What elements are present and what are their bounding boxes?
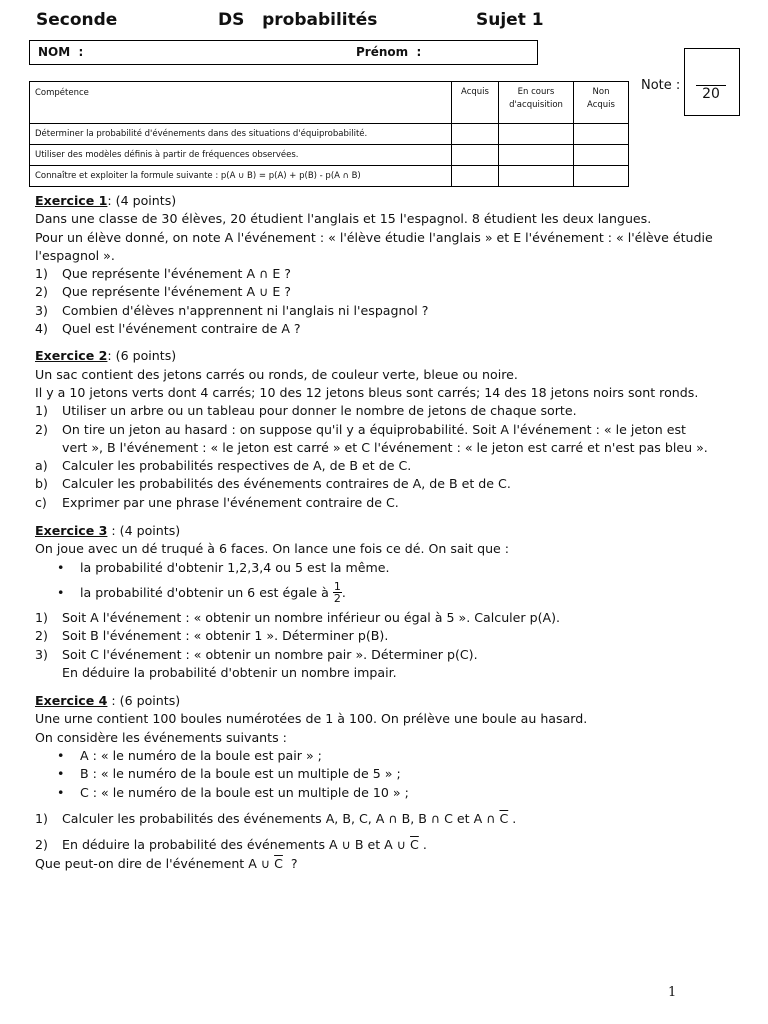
exercise-2-title: Exercice 2: (6 points)	[35, 348, 177, 364]
question: 1) Calculer les probabilités des événements A, B, C, A ∩ B, B ∩ C et A ∩ $\overline{C}$ .	[35, 810, 517, 826]
competence-row	[30, 166, 629, 187]
exam-title: DS probabilités	[218, 10, 378, 30]
acquis-cell	[452, 166, 499, 187]
competence-header: Compétence	[30, 82, 452, 124]
non-acquis-cell	[574, 145, 629, 166]
exercise-1	[35, 192, 715, 338]
competence-table	[29, 81, 629, 187]
list-item: • C : « le numéro de la boule est un multiple de 10 » ;	[57, 784, 409, 800]
competence-row	[30, 124, 629, 145]
exercise-4	[35, 692, 715, 873]
competence-header-row	[30, 82, 629, 124]
competence-row	[30, 145, 629, 166]
question: 2) On tire un jeton au hasard : on suppose qu'il y a équiprobabilité. Soit A l'événement : « le jeton est vert », B l'événement : « le jeton est carré » et C l'événement : « le jeton est carré et n'est pas bleu ».	[35, 421, 708, 455]
question: b) Calculer les probabilités des événements contraires de A, de B et de C.	[35, 476, 511, 492]
exercise-1-title: Exercice 1: (4 points)	[35, 193, 177, 208]
acquis-cell	[452, 124, 499, 145]
competence-text: Utiliser des modèles définis à partir de fréquences observées.	[30, 145, 452, 166]
exercise-3	[35, 522, 715, 682]
question: 4) Quel est l'événement contraire de A ?	[35, 321, 301, 337]
acquis-header: Acquis	[452, 82, 499, 124]
exercises	[35, 192, 715, 873]
exercise-1-intro: Pour un élève donné, on note A l'événement : « l'élève étudie l'anglais » et E l'événement : « l'élève étudie l'espagnol ».	[35, 229, 713, 263]
exercise-2-intro: Un sac contient des jetons carrés ou ronds, de couleur verte, bleue ou noire.	[35, 366, 518, 382]
class-level: Seconde	[36, 10, 118, 30]
exercise-4-intro: On considère les événements suivants :	[35, 729, 287, 745]
student-identity-box	[29, 40, 538, 65]
list-item: • la probabilité d'obtenir 1,2,3,4 ou 5 est la même.	[57, 559, 390, 575]
en-cours-cell	[499, 166, 574, 187]
page-number: 1	[668, 985, 677, 1000]
en-cours-header: En cours d'acquisition	[499, 82, 574, 124]
question: 2) Soit B l'événement : « obtenir 1 ». Déterminer p(B).	[35, 628, 389, 644]
exam-header	[36, 10, 556, 36]
non-acquis-cell	[574, 166, 629, 187]
competence-text: Connaître et exploiter la formule suivante : p(A ∪ B) = p(A) + p(B) - p(A ∩ B)	[30, 166, 452, 187]
list-item: • la probabilité d'obtenir un 6 est égale à $\frac{1}{2}$ .	[57, 580, 346, 606]
question: 2) Que représente l'événement A ∪ E ?	[35, 284, 291, 300]
nom-label: NOM :	[38, 45, 84, 59]
exercise-1-intro: Dans une classe de 30 élèves, 20 étudient l'anglais et 15 l'espagnol. 8 étudient les deux langues.	[35, 211, 652, 227]
en-cours-cell	[499, 124, 574, 145]
subject-number: Sujet 1	[476, 10, 544, 30]
prenom-label: Prénom :	[356, 45, 422, 59]
exercise-3-intro: On joue avec un dé truqué à 6 faces. On lance une fois ce dé. On sait que :	[35, 541, 510, 557]
question-followup: En déduire la probabilité d'obtenir un nombre impair.	[62, 664, 397, 680]
list-item: • A : « le numéro de la boule est pair » ;	[57, 748, 322, 764]
question: a) Calculer les probabilités respectives de A, de B et de C.	[35, 458, 412, 474]
competence-text: Déterminer la probabilité d'événements dans des situations d'équiprobabilité.	[30, 124, 452, 145]
non-acquis-header: Non Acquis	[574, 82, 629, 124]
question: 1) Utiliser un arbre ou un tableau pour donner le nombre de jetons de chaque sorte.	[35, 403, 577, 419]
complement-c: $\overline{C}$	[410, 837, 419, 853]
complement-c: $\overline{C}$	[499, 810, 509, 826]
non-acquis-cell	[574, 124, 629, 145]
final-question: Que peut-on dire de l'événement A ∪ $\overline{C}$ ?	[35, 855, 298, 871]
en-cours-cell	[499, 145, 574, 166]
exercise-4-title: Exercice 4 : (6 points)	[35, 693, 181, 709]
acquis-cell	[452, 145, 499, 166]
question: 3) Soit C l'événement : « obtenir un nombre pair ». Déterminer p(C).	[35, 646, 478, 662]
complement-c: $\overline{C}$	[274, 855, 283, 871]
grade-denominator: 20	[702, 86, 720, 102]
exercise-3-title: Exercice 3 : (4 points)	[35, 523, 181, 539]
exercise-2	[35, 347, 715, 512]
grade-fraction	[696, 74, 726, 102]
question: 2) En déduire la probabilité des événements A ∪ B et A ∪ $\overline{C}$ .	[35, 837, 427, 853]
exercise-2-intro: Il y a 10 jetons verts dont 4 carrés; 10 des 12 jetons bleus sont carrés; 14 des 18 jetons noirs sont ronds.	[35, 384, 699, 400]
exercise-4-intro: Une urne contient 100 boules numérotées de 1 à 100. On prélève une boule au hasard.	[35, 711, 588, 727]
question: 3) Combien d'élèves n'apprennent ni l'anglais ni l'espagnol ?	[35, 302, 429, 318]
grade-blank	[696, 74, 726, 86]
question: 1) Que représente l'événement A ∩ E ?	[35, 266, 291, 282]
note-label: Note :	[641, 78, 681, 93]
list-item: • B : « le numéro de la boule est un multiple de 5 » ;	[57, 766, 401, 782]
question: c) Exprimer par une phrase l'événement contraire de C.	[35, 494, 399, 510]
question: 1) Soit A l'événement : « obtenir un nombre inférieur ou égal à 5 ». Calculer p(A).	[35, 609, 561, 625]
fraction-one-half: $\frac{1}{2}$	[333, 580, 341, 606]
